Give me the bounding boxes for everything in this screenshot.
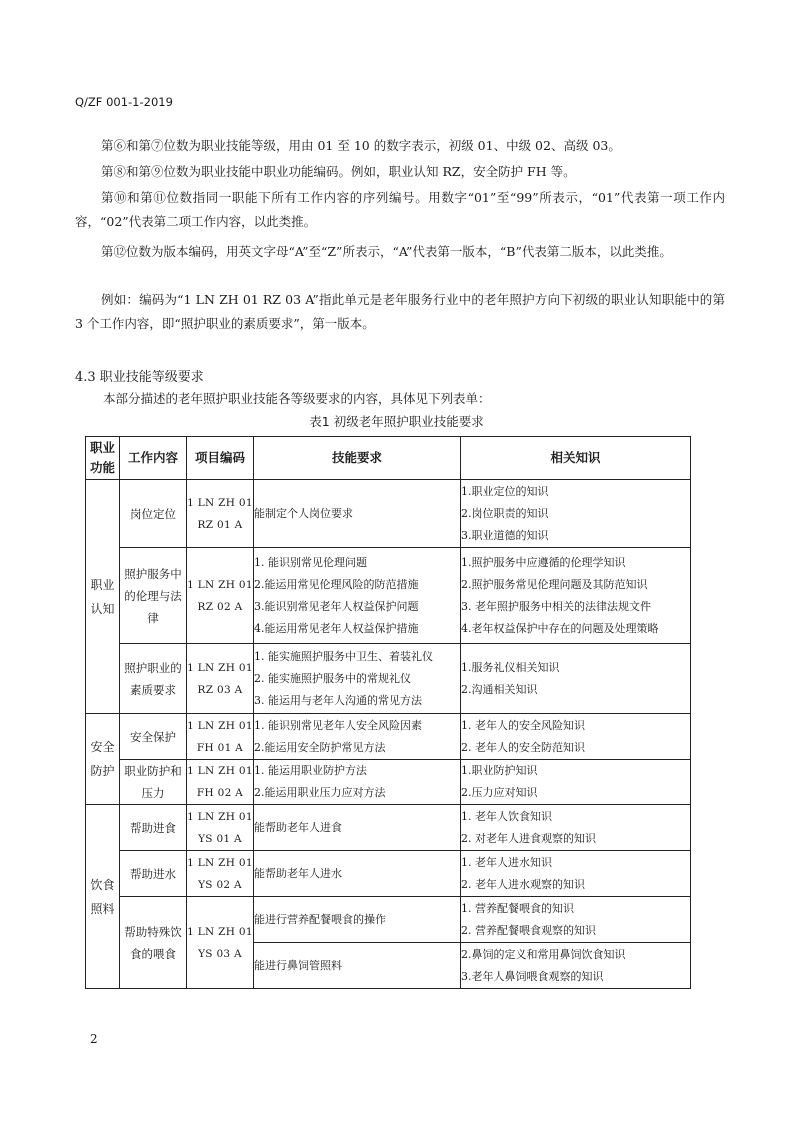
header-content: 工作内容 <box>120 437 187 480</box>
table-row <box>86 805 691 851</box>
skill-line: 2.能运用常见伦理风险的防范措施 <box>254 577 419 591</box>
table-header-row <box>86 437 691 480</box>
table-row <box>86 480 691 548</box>
knowledge-cell <box>461 851 691 897</box>
item-code-cell: 1 LN ZH 01 YS 01 A <box>187 805 254 851</box>
skills-cell <box>254 943 461 989</box>
paragraph-function-digits: 第⑧和第⑨位数为职业技能中职业功能编码。例如，职业认知 RZ，安全防护 FH 等。 <box>101 164 576 179</box>
knowledge-line: 4.老年权益保护中存在的问题及处理策略 <box>461 621 659 635</box>
knowledge-line: 2.照护服务常见伦理问题及其防范知识 <box>461 577 648 591</box>
skill-line: 4.能运用常见老年人权益保护措施 <box>254 621 419 635</box>
knowledge-line: 2. 老年人的安全防范知识 <box>461 740 585 754</box>
skill-line: 能帮助老年人进食 <box>254 820 342 834</box>
skill-line: 1. 能识别常见伦理问题 <box>254 555 367 569</box>
knowledge-cell <box>461 943 691 989</box>
skill-line: 3.能识别常见老年人权益保护问题 <box>254 599 419 613</box>
skills-cell <box>254 805 461 851</box>
knowledge-line: 1.职业定位的知识 <box>461 484 549 498</box>
skills-cell <box>254 480 461 548</box>
skills-cell <box>254 714 461 760</box>
item-code-cell: 1 LN ZH 01 RZ 02 A <box>187 548 254 644</box>
knowledge-line: 1. 老年人的安全风险知识 <box>461 718 585 732</box>
knowledge-line: 1.照护服务中应遵循的伦理学知识 <box>461 555 626 569</box>
knowledge-line: 2.沟通相关知识 <box>461 682 538 696</box>
function-cell: 饮食照料 <box>86 805 120 989</box>
skill-line: 2.能运用职业压力应对方法 <box>254 786 386 799</box>
skill-line: 3. 能运用与老年人沟通的常见方法 <box>254 693 422 707</box>
work-content-cell: 帮助特殊饮食的喂食 <box>120 897 187 989</box>
paragraph-example: 例如：编码为“1 LN ZH 01 RZ 03 A”指此单元是老年服务行业中的老年照护方向下初级的职业认知职能中的第 3 个工作内容，即“照护职业的素质要求”，第一版本。 <box>75 292 725 331</box>
section-title: 4.3 职业技能等级要求 <box>75 370 204 385</box>
knowledge-cell <box>461 644 691 714</box>
knowledge-line: 1.服务礼仪相关知识 <box>461 660 560 674</box>
work-content-cell: 岗位定位 <box>120 480 187 548</box>
knowledge-line: 1. 老年人进水知识 <box>461 855 552 869</box>
skill-line: 能进行鼻饲管照料 <box>254 958 342 972</box>
function-cell: 安全防护 <box>86 714 120 805</box>
skill-line: 1. 能运用职业防护方法 <box>254 764 367 777</box>
skills-cell <box>254 851 461 897</box>
table-row <box>86 714 691 760</box>
paragraph-grade-digits: 第⑥和第⑦位数为职业技能等级，用由 01 至 10 的数字表示，初级 01、中级 02、高级 03。 <box>101 138 621 153</box>
header-skills: 技能要求 <box>254 437 461 480</box>
table-row <box>86 548 691 644</box>
work-content-cell: 帮助进食 <box>120 805 187 851</box>
table-row <box>86 644 691 714</box>
knowledge-line: 2. 营养配餐喂食观察的知识 <box>461 923 596 937</box>
knowledge-line: 3.职业道德的知识 <box>461 528 549 542</box>
knowledge-line: 2.鼻饲的定义和常用鼻饲饮食知识 <box>461 947 626 961</box>
knowledge-cell <box>461 805 691 851</box>
item-code-cell: 1 LN ZH 01 RZ 03 A <box>187 644 254 714</box>
skill-line: 能帮助老年人进水 <box>254 866 342 880</box>
knowledge-cell <box>461 760 691 805</box>
knowledge-line: 1.职业防护知识 <box>461 764 538 777</box>
knowledge-line: 2. 对老年人进食观察的知识 <box>461 831 596 845</box>
item-code-cell: 1 LN ZH 01 RZ 01 A <box>187 480 254 548</box>
skills-cell <box>254 760 461 805</box>
skill-line: 1. 能实施照护服务中卫生、着装礼仪 <box>254 649 433 663</box>
item-code-cell: 1 LN ZH 01 FH 02 A <box>187 760 254 805</box>
header-knowledge: 相关知识 <box>461 437 691 480</box>
header-code: 项目编码 <box>187 437 254 480</box>
page-number: 2 <box>90 1032 98 1046</box>
skill-line: 2. 能实施照护服务中的常规礼仪 <box>254 671 411 685</box>
header-function: 职业功能 <box>86 437 120 480</box>
paragraph-version-digit: 第⑫位数为版本编码，用英文字母“A”至“Z”所表示，“A”代表第一版本，“B”代表第二版本，以此类推。 <box>101 244 672 259</box>
knowledge-line: 2.岗位职责的知识 <box>461 506 549 520</box>
knowledge-cell <box>461 714 691 760</box>
skills-cell <box>254 644 461 714</box>
table-row <box>86 760 691 805</box>
function-cell: 职业认知 <box>86 480 120 714</box>
work-content-cell: 安全保护 <box>120 714 187 760</box>
knowledge-cell <box>461 480 691 548</box>
skills-cell <box>254 548 461 644</box>
work-content-cell: 照护服务中的伦理与法律 <box>120 548 187 644</box>
section-intro: 本部分描述的老年照护职业技能各等级要求的内容，具体见下列表单： <box>103 391 491 406</box>
table-row <box>86 851 691 897</box>
skill-line: 能制定个人岗位要求 <box>254 506 353 520</box>
document-code: Q/ZF 001-1-2019 <box>75 95 173 109</box>
work-content-cell: 职业防护和压力 <box>120 760 187 805</box>
knowledge-cell <box>461 548 691 644</box>
skills-cell <box>254 897 461 943</box>
item-code-cell: 1 LN ZH 01 FH 01 A <box>187 714 254 760</box>
item-code-cell: 1 LN ZH 01 YS 02 A <box>187 851 254 897</box>
table-caption: 表1 初级老年照护职业技能要求 <box>309 414 484 429</box>
table-row <box>86 897 691 943</box>
skill-line: 1. 能识别常见老年人安全风险因素 <box>254 718 422 732</box>
knowledge-line: 1. 营养配餐喂食的知识 <box>461 901 574 915</box>
item-code-cell: 1 LN ZH 01 YS 03 A <box>187 897 254 989</box>
skill-line: 能进行营养配餐喂食的操作 <box>254 912 386 926</box>
skill-line: 2.能运用安全防护常见方法 <box>254 740 386 754</box>
knowledge-line: 3.老年人鼻饲喂食观察的知识 <box>461 969 604 983</box>
knowledge-line: 1. 老年人饮食知识 <box>461 809 552 823</box>
knowledge-line: 3. 老年照护服务中相关的法律法规文件 <box>461 599 651 613</box>
work-content-cell: 帮助进水 <box>120 851 187 897</box>
knowledge-line: 2.压力应对知识 <box>461 786 538 799</box>
work-content-cell: 照护职业的素质要求 <box>120 644 187 714</box>
knowledge-cell <box>461 897 691 943</box>
paragraph-sequence-digits: 第⑩和第⑪位数指同一职能下所有工作内容的序列编号。用数字“01”至“99”所表示，“01”代表第一项工作内容，“02”代表第二项工作内容，以此类推。 <box>75 190 725 229</box>
knowledge-line: 2. 老年人进水观察的知识 <box>461 877 585 891</box>
skills-requirement-table <box>85 436 691 989</box>
